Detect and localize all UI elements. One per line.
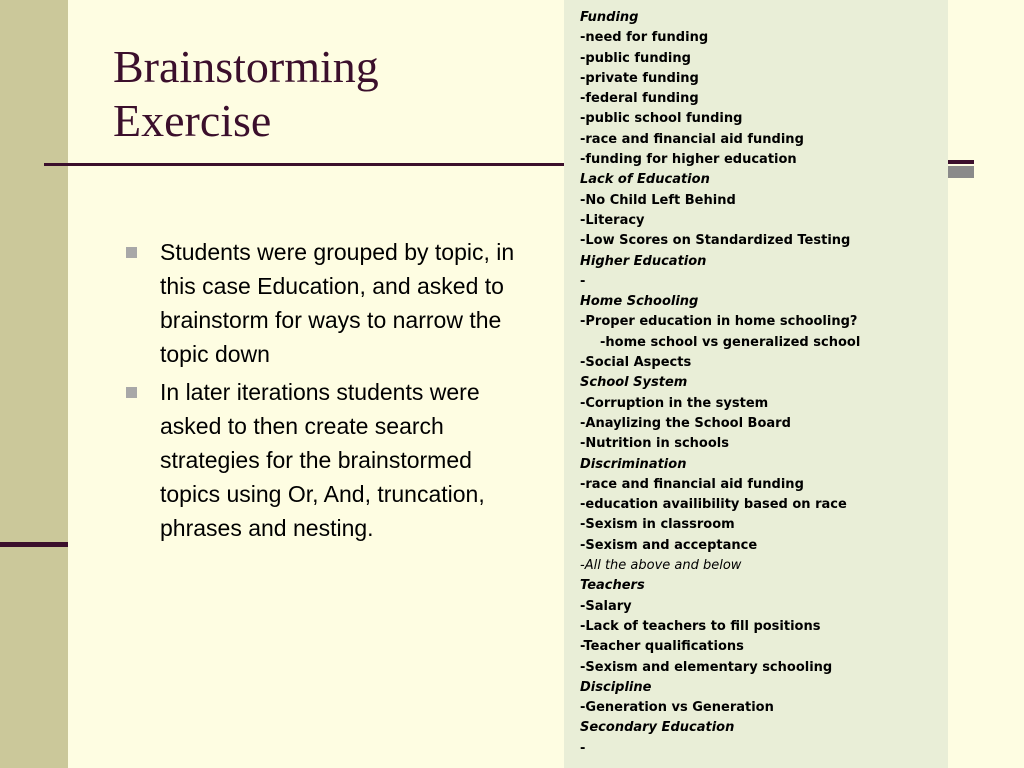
sidebar-accent-line xyxy=(0,542,68,547)
note-line: -Generation vs Generation xyxy=(580,700,774,716)
note-line: - xyxy=(580,740,586,756)
note-line: -public funding xyxy=(580,50,691,66)
category-heading: Discrimination xyxy=(580,456,687,472)
note-line: -Literacy xyxy=(580,212,645,228)
category-heading: Higher Education xyxy=(580,253,707,269)
note-line: -Sexism and elementary schooling xyxy=(580,659,833,675)
note-line: - xyxy=(580,273,586,289)
note-line: -federal funding xyxy=(580,91,699,107)
note-line: -Anaylizing the School Board xyxy=(580,415,791,431)
note-line: -Social Aspects xyxy=(580,355,692,371)
category-heading: Home Schooling xyxy=(580,294,699,310)
note-line: -funding for higher education xyxy=(580,152,797,168)
bullet-text: In later iterations students were asked to then create search strategies for the brainstormed topics using Or, And, truncation, phrases and nesting. xyxy=(160,379,485,541)
slide-title-line-1: Brainstorming xyxy=(113,41,379,92)
note-line: -Lack of teachers to fill positions xyxy=(580,618,821,634)
note-line: -need for funding xyxy=(580,30,709,46)
bullet-item xyxy=(124,235,534,371)
note-line: -Salary xyxy=(580,598,632,614)
category-heading: Teachers xyxy=(580,578,645,594)
note-line: -education availibility based on race xyxy=(580,497,847,513)
note-line: -Nutrition in schools xyxy=(580,436,729,452)
slide-title-line-2: Exercise xyxy=(113,95,272,146)
left-sidebar-bar xyxy=(0,0,68,768)
brainstorm-notes-panel xyxy=(564,0,948,768)
bullet-list xyxy=(124,235,534,549)
note-line: -Sexism and acceptance xyxy=(580,537,758,553)
category-heading: School System xyxy=(580,375,688,391)
note-line: -Teacher qualifications xyxy=(580,639,744,655)
note-line: -race and financial aid funding xyxy=(580,131,804,147)
right-accent-gray xyxy=(948,166,974,178)
note-line: -public school funding xyxy=(580,111,743,127)
note-line: -Corruption in the system xyxy=(580,395,769,411)
category-heading: Lack of Education xyxy=(580,172,710,188)
note-line: -Sexism in classroom xyxy=(580,517,735,533)
bullet-text: Students were grouped by topic, in this case Education, and asked to brainstorm for ways to narrow the topic down xyxy=(160,239,515,367)
note-line: -Proper education in home schooling? xyxy=(580,314,858,330)
note-line: -race and financial aid funding xyxy=(580,476,804,492)
category-heading: Discipline xyxy=(580,679,652,695)
note-line: -private funding xyxy=(580,70,699,86)
bullet-item xyxy=(124,375,534,545)
category-heading: Funding xyxy=(580,10,639,25)
right-accent-dark xyxy=(948,160,974,164)
slide-title xyxy=(113,40,533,148)
note-line: -No Child Left Behind xyxy=(580,192,736,208)
category-heading: Secondary Education xyxy=(580,720,735,736)
square-bullet-icon xyxy=(126,387,137,398)
note-line: -home school vs generalized school xyxy=(600,334,861,350)
square-bullet-icon xyxy=(126,247,137,258)
note-line: -All the above and below xyxy=(580,558,742,574)
note-line: -Low Scores on Standardized Testing xyxy=(580,233,851,249)
title-divider xyxy=(44,163,584,166)
